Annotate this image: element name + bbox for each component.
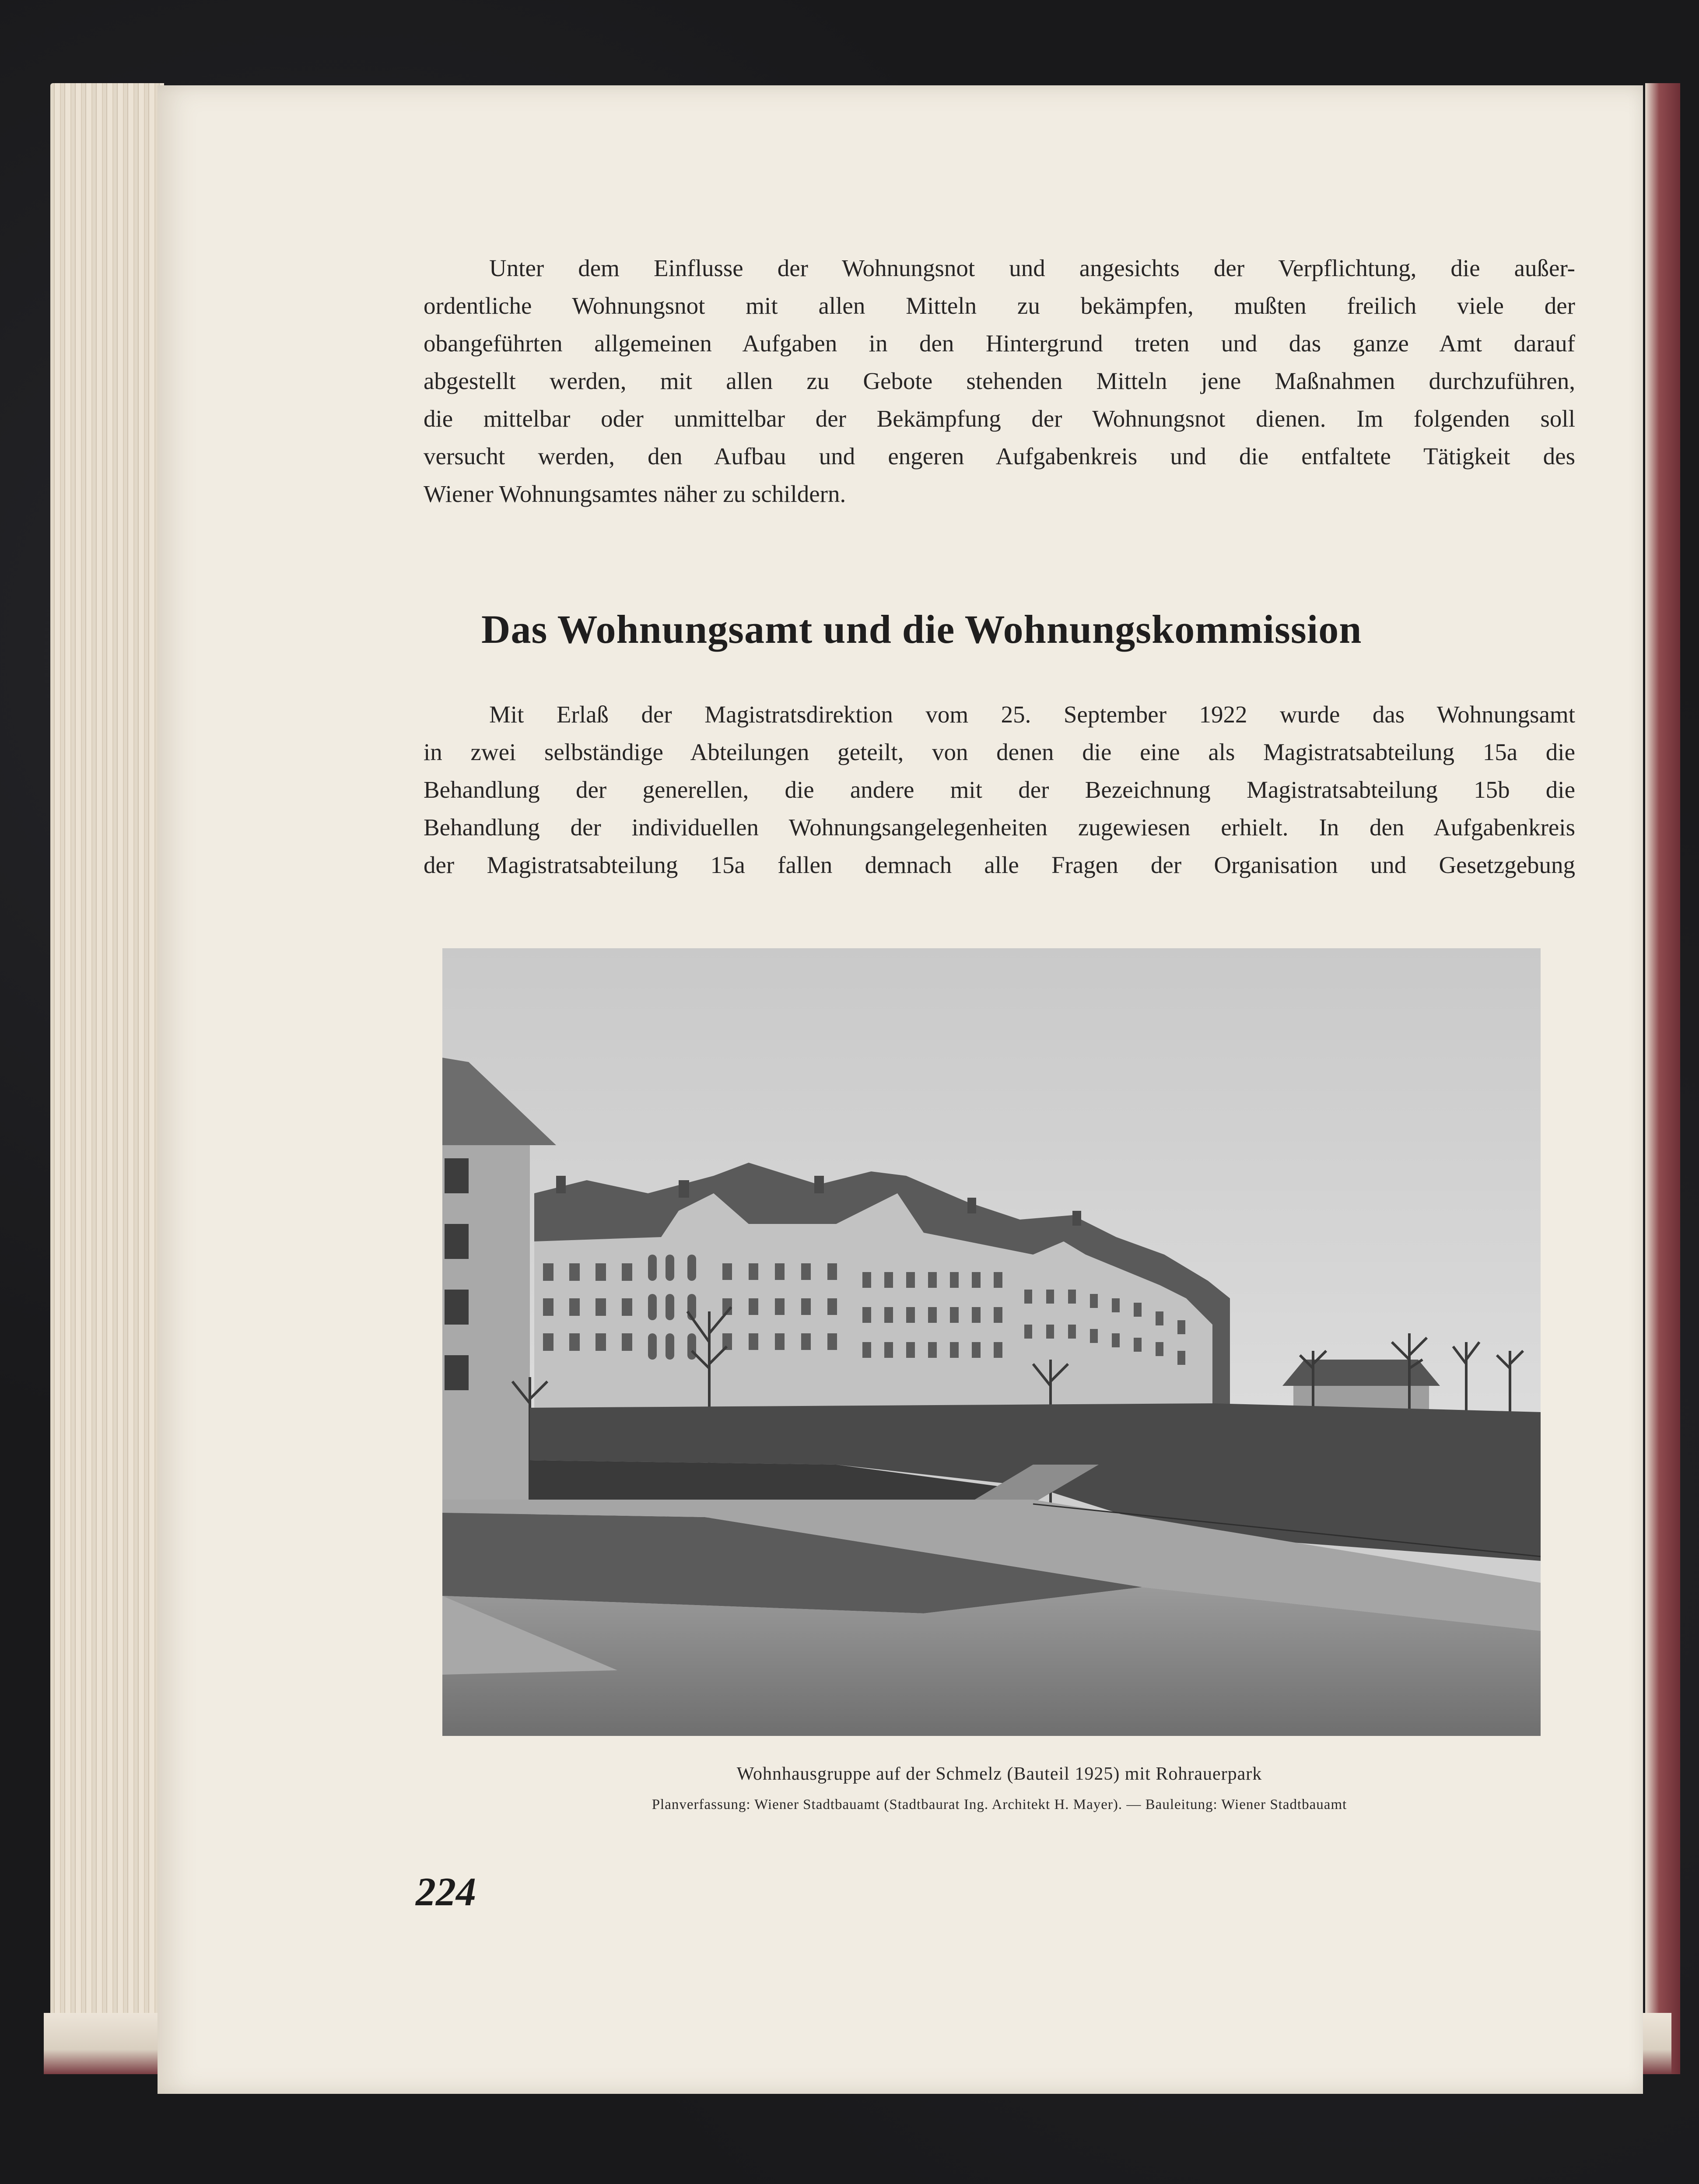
text-line: versucht werden, den Aufbau und engeren Aufgabenkreis und die entfaltete Tätigkeit des [424, 443, 1575, 470]
paragraph-intro [424, 249, 1575, 513]
text-line: in zwei selbständige Abteilungen geteilt, von denen die eine als Magistratsabteilung 15a die [424, 739, 1575, 765]
photo-illustration [442, 948, 1541, 1736]
text-line: der Magistratsabteilung 15a fallen demnach alle Fragen der Organisation und Gesetzgebung [424, 852, 1575, 878]
book-cover-edge [1645, 83, 1680, 2074]
photo-credits: Planverfassung: Wiener Stadtbauamt (Stadtbaurat Ing. Architekt H. Mayer). — Bauleitung: Wiener Stadtbauamt [652, 1797, 1347, 1812]
text-line: abgestellt werden, mit allen zu Gebote stehenden Mitteln jene Maßnahmen durchzuführen, [424, 368, 1575, 394]
text-line: ordentliche Wohnungsnot mit allen Mitteln zu bekämpfen, mußten freilich viele der [424, 292, 1575, 319]
text-line: Behandlung der generellen, die andere mit der Bezeichnung Magistratsabteilung 15b die [424, 776, 1575, 803]
page-stack-edge [50, 83, 164, 2057]
page-number: 224 [416, 1869, 476, 1914]
text-line: Wiener Wohnungsamtes näher zu schildern. [424, 480, 846, 507]
text-line: Unter dem Einflusse der Wohnungsnot und angesichts der Verpflichtung, die außer- [489, 255, 1575, 281]
housing-photograph [442, 948, 1541, 1736]
paragraph-main [424, 696, 1575, 884]
section-heading: Das Wohnungsamt und die Wohnungskommission [481, 607, 1362, 652]
photo-caption: Wohnhausgruppe auf der Schmelz (Bauteil 1925) mit Rohrauerpark [736, 1764, 1262, 1784]
text-line: Behandlung der individuellen Wohnungsangelegenheiten zugewiesen erhielt. In den Aufgabenkreis [424, 814, 1575, 841]
text-line: obangeführten allgemeinen Aufgaben in den Hintergrund treten und das ganze Amt darauf [424, 330, 1575, 357]
text-line: Mit Erlaß der Magistratsdirektion vom 25. September 1922 wurde das Wohnungsamt [489, 701, 1575, 728]
text-line: die mittelbar oder unmittelbar der Bekämpfung der Wohnungsnot dienen. Im folgenden soll [424, 405, 1575, 432]
